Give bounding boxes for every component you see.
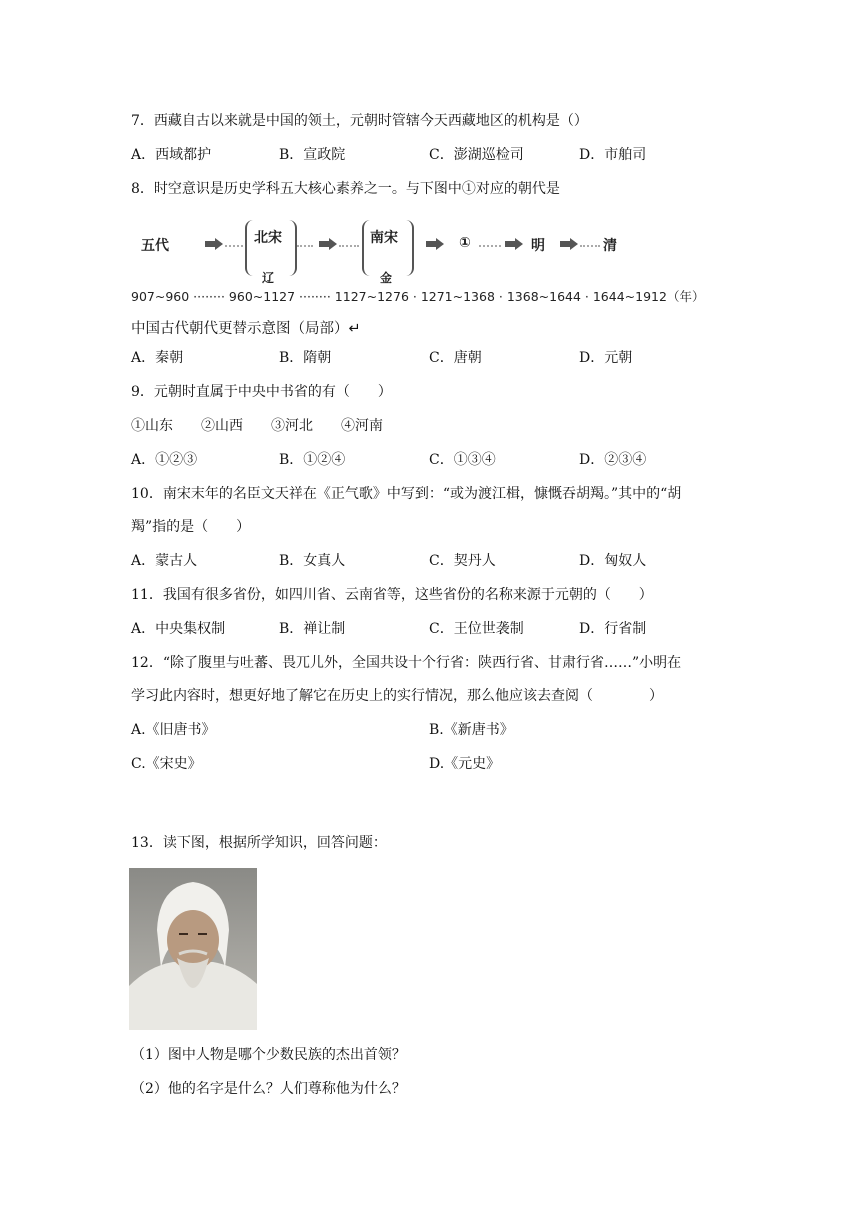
q9-option-c: C．①③④ [429,452,496,468]
timeline-label-nansong: 南宋 [370,230,398,246]
q12-stem-line2: 学习此内容时，想更好地了解它在历史上的实行情况，那么他应该去查阅（ ） [131,688,663,704]
timeline-label-wudai: 五代 [141,238,169,254]
q8-stem: 8．时空意识是历史学科五大核心素养之一。与下图中①对应的朝代是 [131,181,560,197]
q7-option-c: C．澎湖巡检司 [429,147,524,163]
q8-option-d: D．元朝 [579,350,633,366]
arrow-right-icon [505,238,523,250]
timeline-dots [297,245,313,247]
q11-option-a: A．中央集权制 [131,621,226,637]
q9-option-d: D．②③④ [579,452,647,468]
q7-stem: 7．西藏自古以来就是中国的领土，元朝时管辖今天西藏地区的机构是（） [131,113,588,129]
q11-stem: 11．我国有很多省份，如四川省、云南省等，这些省份的名称来源于元朝的（ ） [131,587,653,603]
q12-option-c: C.《宋史》 [131,756,202,772]
timeline-dots [225,245,243,247]
q9-option-b: B．①②④ [279,452,346,468]
timeline-label-circled-one: ① [459,235,471,251]
timeline-label-liao-cut: 辽 [262,271,275,285]
q13-stem: 13．读下图，根据所学知识，回答问题： [131,835,387,851]
arrow-right-icon [319,238,337,250]
q8-option-a: A．秦朝 [131,350,184,366]
q9-items: ①山东 ②山西 ③河北 ④河南 [131,418,383,434]
q13-sub1: （1）图中人物是哪个少数民族的杰出首领？ [131,1047,406,1063]
q12-stem-line1: 12．“除了腹里与吐蕃、畏兀儿外，全国共设十个行省：陕西行省、甘肃行省……”小明在 [131,655,682,671]
q12-option-a: A.《旧唐书》 [131,722,216,738]
q11-option-b: B．禅让制 [279,621,346,637]
timeline-dots [339,245,359,247]
q10-stem-line2: 羯”指的是（ ） [131,519,251,535]
portrait-image [129,868,257,1030]
timeline-dots [479,245,501,247]
q10-option-c: C．契丹人 [429,553,496,569]
timeline-caption: 中国古代朝代更替示意图（局部）↵ [131,321,361,337]
arrow-right-icon [560,238,578,250]
q8-option-c: C．唐朝 [429,350,482,366]
q9-option-a: A．①②③ [131,452,198,468]
q10-option-b: B．女真人 [279,553,346,569]
arrow-right-icon [205,238,223,250]
q7-option-a: A．西域都护 [131,147,212,163]
portrait-figure-icon [129,868,257,1030]
q12-option-b: B.《新唐书》 [429,722,514,738]
timeline-years: 907~960 ········ 960~1127 ········ 1127~1276 · 1271~1368 · 1368~1644 · 1644~1912（年） [131,289,705,304]
q7-option-d: D．市舶司 [579,147,647,163]
arrow-right-icon [426,238,444,250]
q12-option-d: D.《元史》 [429,756,501,772]
q13-sub2: （2）他的名字是什么？人们尊称他为什么？ [131,1081,406,1097]
timeline-label-jin-cut: 金 [380,271,393,285]
q11-option-c: C．王位世袭制 [429,621,524,637]
timeline-label-qing: 清 [603,238,617,254]
q8-option-b: B．隋朝 [279,350,332,366]
q11-option-d: D．行省制 [579,621,647,637]
q7-option-b: B．宣政院 [279,147,346,163]
q10-stem-line1: 10．南宋末年的名臣文天祥在《正气歌》中写到：“或为渡江楫，慷慨吞胡羯。”其中的“胡 [131,486,682,502]
q10-option-d: D．匈奴人 [579,553,647,569]
timeline-label-ming: 明 [531,238,545,254]
q10-option-a: A．蒙古人 [131,553,198,569]
q9-stem: 9．元朝时直属于中央中书省的有（ ） [131,384,392,400]
timeline-label-beisong: 北宋 [254,230,282,246]
timeline-dots [580,245,600,247]
